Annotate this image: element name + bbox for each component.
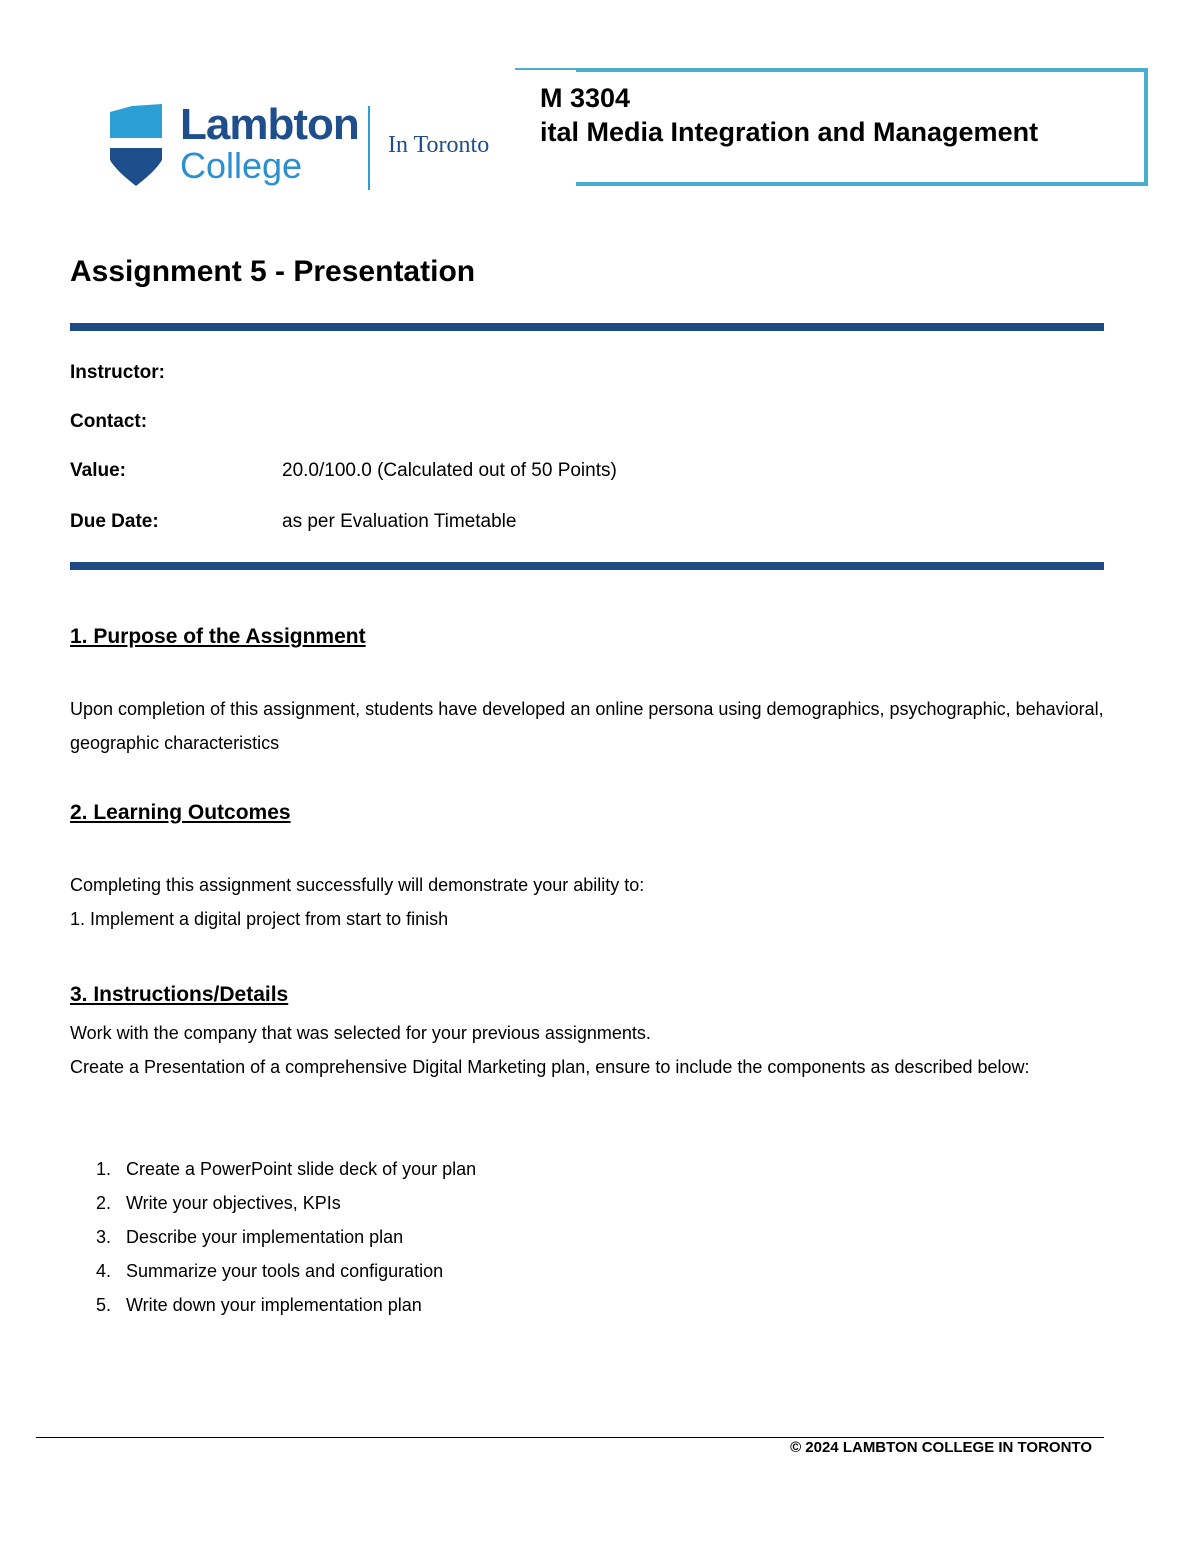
list-item: 4. Summarize your tools and configuration (95, 1261, 444, 1281)
value-text: 20.0/100.0 (Calculated out of 50 Points) (282, 460, 617, 481)
due-date-label: Due Date: (70, 511, 159, 532)
course-box-top-extension (515, 68, 577, 70)
shield-icon (108, 104, 164, 188)
page-title: Assignment 5 - Presentation (70, 255, 476, 288)
college-logo (108, 100, 498, 196)
list-item: 1. Create a PowerPoint slide deck of your plan (95, 1159, 477, 1179)
list-item: 2. Write your objectives, KPIs (95, 1193, 341, 1213)
instructor-label: Instructor: (70, 362, 165, 383)
section-heading-purpose: 1. Purpose of the Assignment (70, 625, 366, 648)
section-heading-outcomes: 2. Learning Outcomes (70, 801, 291, 824)
contact-label: Contact: (70, 411, 148, 432)
due-date-text: as per Evaluation Timetable (282, 511, 517, 532)
logo-wordmark-lambton: Lambton (180, 100, 359, 149)
logo-divider (368, 106, 370, 190)
instructions-line-1: Work with the company that was selected for your previous assignments. (70, 1023, 651, 1043)
logo-wordmark-college: College (180, 145, 303, 186)
outcome-item: 1. Implement a digital project from start to finish (70, 909, 449, 929)
list-item: 5. Write down your implementation plan (95, 1295, 422, 1315)
bottom-divider (70, 562, 1104, 570)
outcomes-intro: Completing this assignment successfully will demonstrate your ability to: (70, 875, 645, 895)
top-divider (70, 323, 1104, 331)
value-label: Value: (70, 460, 126, 481)
course-name: ital Media Integration and Management (540, 117, 1039, 147)
instructions-list (70, 1152, 476, 1322)
course-box (540, 68, 1148, 186)
footer-copyright: © 2024 LAMBTON COLLEGE IN TORONTO (790, 1439, 1092, 1456)
list-item: 3. Describe your implementation plan (95, 1227, 404, 1247)
course-code: M 3304 (540, 83, 631, 113)
logo-city: In Toronto (388, 132, 490, 158)
instructions-line-2: Create a Presentation of a comprehensive Digital Marketing plan, ensure to include the components as described below: (70, 1057, 1030, 1077)
section-heading-instructions: 3. Instructions/Details (70, 983, 289, 1006)
purpose-paragraph: Upon completion of this assignment, students have developed an online persona using demographics, psychographic, behavioral, geographic characteristics (70, 699, 1104, 753)
